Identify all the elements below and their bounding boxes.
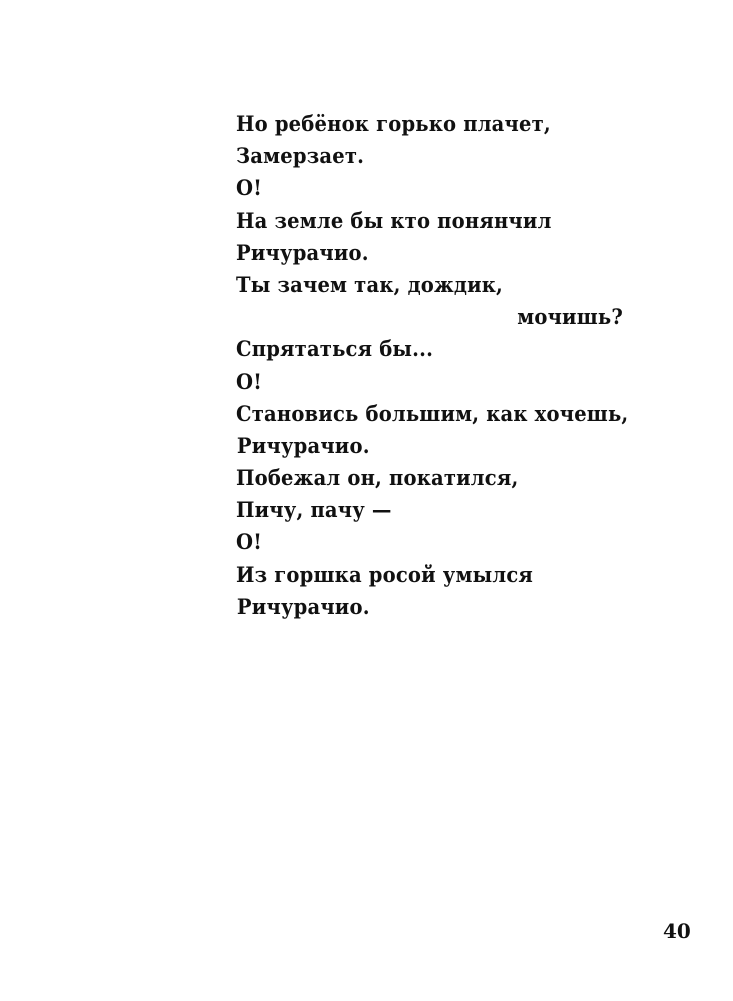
poem-line-6: Ты зачем так, дождик, [236, 271, 504, 297]
poem-line-1: Но ребёнок горько плачет, [236, 111, 551, 136]
poem-line-16: Ричурачио. [236, 593, 370, 619]
poem-line-13: Пичу, пачу — [236, 497, 392, 523]
poem-line-2: Замерзает. [236, 143, 365, 169]
poem-line-11: Ричурачио. [236, 432, 370, 458]
poem-line-3: О! [236, 175, 262, 201]
poem-line-14: О! [236, 529, 262, 555]
page-number: 40 [663, 919, 691, 943]
poem-line-7: мочишь? [517, 304, 623, 330]
poem-text [236, 108, 636, 623]
poem-line-4: На земле бы кто понянчил [236, 207, 552, 233]
poem-line-8: Спрятаться бы... [236, 336, 434, 362]
poem-line-5: Ричурачио. [236, 239, 369, 265]
poem-line-10: Становись большим, как хочешь, [236, 400, 629, 426]
poem-line-9: О! [236, 368, 262, 394]
poem-line-15: Из горшка росой умылся [236, 561, 534, 587]
poem-line-12: Побежал он, покатился, [236, 465, 519, 491]
